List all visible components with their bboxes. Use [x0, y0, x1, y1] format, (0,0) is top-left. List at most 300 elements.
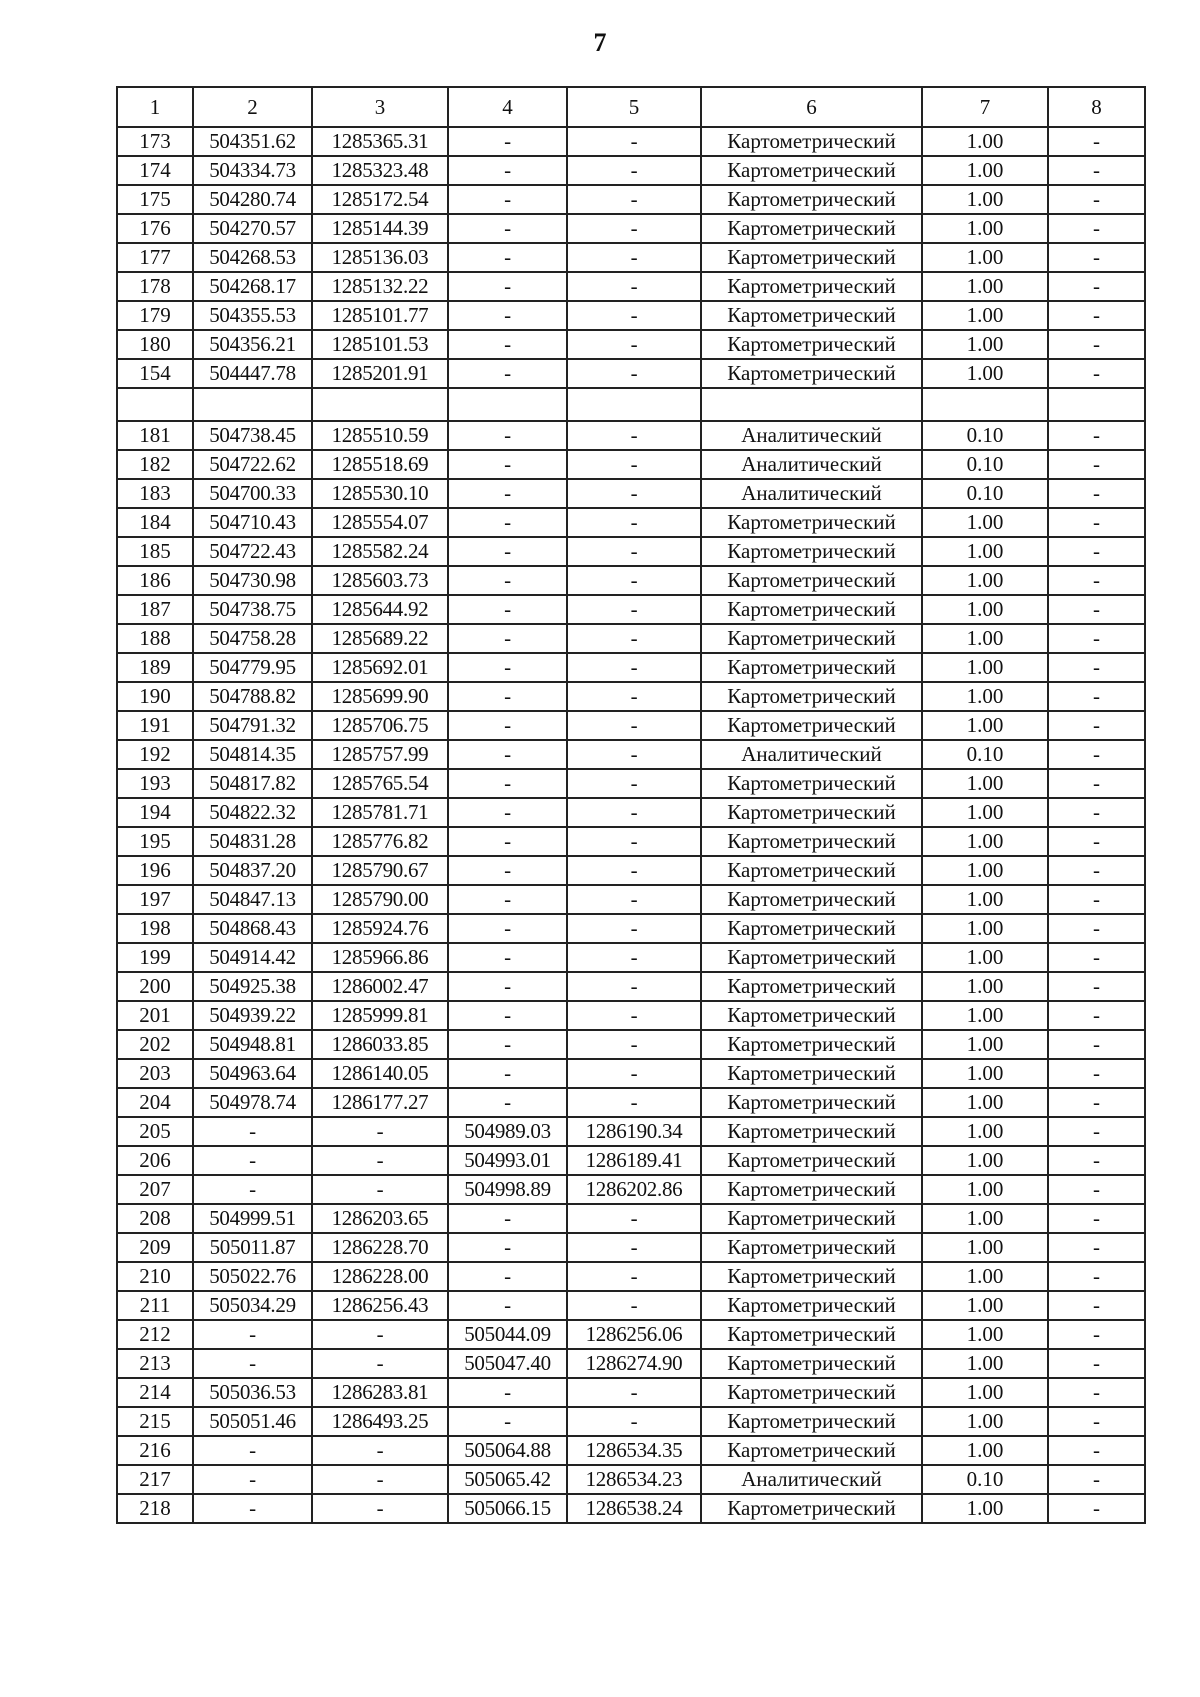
accuracy-cell: 1.00: [922, 827, 1048, 856]
x-coordinate-alt-cell: -: [448, 566, 567, 595]
x-coordinate-cell: 504914.42: [193, 943, 312, 972]
table-row: [117, 943, 1145, 972]
point-number-cell: 198: [117, 914, 193, 943]
method-cell: Картометрический: [701, 127, 922, 156]
note-cell: -: [1048, 711, 1145, 740]
x-coordinate-cell: -: [193, 1465, 312, 1494]
y-coordinate-alt-cell: -: [567, 1030, 701, 1059]
x-coordinate-alt-cell: -: [448, 740, 567, 769]
point-number-cell: 215: [117, 1407, 193, 1436]
y-coordinate-cell: -: [312, 1349, 448, 1378]
point-number-cell: 211: [117, 1291, 193, 1320]
x-coordinate-alt-cell: 505065.42: [448, 1465, 567, 1494]
table-row: [117, 301, 1145, 330]
x-coordinate-cell: -: [193, 1494, 312, 1523]
table-row: [117, 769, 1145, 798]
y-coordinate-cell: 1285603.73: [312, 566, 448, 595]
accuracy-cell: 1.00: [922, 1436, 1048, 1465]
note-cell: -: [1048, 450, 1145, 479]
note-cell: -: [1048, 330, 1145, 359]
x-coordinate-cell: 504999.51: [193, 1204, 312, 1233]
accuracy-cell: 1.00: [922, 214, 1048, 243]
table-row: [117, 1088, 1145, 1117]
point-number-cell: 177: [117, 243, 193, 272]
point-number-cell: 204: [117, 1088, 193, 1117]
accuracy-cell: 1.00: [922, 1175, 1048, 1204]
point-number-cell: 213: [117, 1349, 193, 1378]
column-header: 2: [193, 87, 312, 127]
accuracy-cell: 1.00: [922, 508, 1048, 537]
table-row: [117, 272, 1145, 301]
accuracy-cell: 1.00: [922, 1494, 1048, 1523]
y-coordinate-alt-cell: -: [567, 653, 701, 682]
method-cell: Картометрический: [701, 566, 922, 595]
table-row: [117, 508, 1145, 537]
y-coordinate-alt-cell: -: [567, 421, 701, 450]
table-row: [117, 682, 1145, 711]
x-coordinate-alt-cell: 504989.03: [448, 1117, 567, 1146]
x-coordinate-cell: 504822.32: [193, 798, 312, 827]
method-cell: Картометрический: [701, 243, 922, 272]
accuracy-cell: 1.00: [922, 127, 1048, 156]
x-coordinate-cell: 504978.74: [193, 1088, 312, 1117]
table-row: [117, 827, 1145, 856]
x-coordinate-alt-cell: -: [448, 856, 567, 885]
x-coordinate-alt-cell: -: [448, 508, 567, 537]
accuracy-cell: 1.00: [922, 1059, 1048, 1088]
method-cell: Картометрический: [701, 595, 922, 624]
y-coordinate-alt-cell: -: [567, 1001, 701, 1030]
method-cell: Картометрический: [701, 1320, 922, 1349]
note-cell: -: [1048, 127, 1145, 156]
accuracy-cell: 1.00: [922, 1378, 1048, 1407]
y-coordinate-cell: 1285692.01: [312, 653, 448, 682]
x-coordinate-alt-cell: -: [448, 1059, 567, 1088]
y-coordinate-alt-cell: -: [567, 272, 701, 301]
note-cell: -: [1048, 1030, 1145, 1059]
x-coordinate-alt-cell: -: [448, 624, 567, 653]
x-coordinate-alt-cell: -: [448, 827, 567, 856]
table-row: [117, 972, 1145, 1001]
x-coordinate-alt-cell: -: [448, 885, 567, 914]
method-cell: Картометрический: [701, 156, 922, 185]
method-cell: Аналитический: [701, 740, 922, 769]
y-coordinate-alt-cell: -: [567, 943, 701, 972]
y-coordinate-alt-cell: 1286190.34: [567, 1117, 701, 1146]
method-cell: Картометрический: [701, 827, 922, 856]
x-coordinate-cell: 505034.29: [193, 1291, 312, 1320]
x-coordinate-alt-cell: 505064.88: [448, 1436, 567, 1465]
note-cell: -: [1048, 359, 1145, 388]
x-coordinate-cell: 504738.75: [193, 595, 312, 624]
point-number-cell: 201: [117, 1001, 193, 1030]
point-number-cell: 210: [117, 1262, 193, 1291]
x-coordinate-cell: 504963.64: [193, 1059, 312, 1088]
table-row: [117, 1233, 1145, 1262]
y-coordinate-cell: 1286002.47: [312, 972, 448, 1001]
point-number-cell: 216: [117, 1436, 193, 1465]
method-cell: Картометрический: [701, 972, 922, 1001]
accuracy-cell: 1.00: [922, 769, 1048, 798]
method-cell: Аналитический: [701, 479, 922, 508]
table-row: [117, 1001, 1145, 1030]
point-number-cell: 196: [117, 856, 193, 885]
y-coordinate-cell: 1285790.00: [312, 885, 448, 914]
table-row: [117, 330, 1145, 359]
table-row: [117, 1465, 1145, 1494]
y-coordinate-alt-cell: -: [567, 885, 701, 914]
y-coordinate-alt-cell: -: [567, 740, 701, 769]
y-coordinate-alt-cell: 1286202.86: [567, 1175, 701, 1204]
point-number-cell: 197: [117, 885, 193, 914]
x-coordinate-alt-cell: -: [448, 243, 567, 272]
method-cell: Картометрический: [701, 1088, 922, 1117]
x-coordinate-alt-cell: -: [448, 1001, 567, 1030]
x-coordinate-cell: 504925.38: [193, 972, 312, 1001]
point-number-cell: 203: [117, 1059, 193, 1088]
x-coordinate-alt-cell: -: [448, 479, 567, 508]
table-row: [117, 798, 1145, 827]
x-coordinate-cell: 505022.76: [193, 1262, 312, 1291]
y-coordinate-cell: 1285201.91: [312, 359, 448, 388]
method-cell: Картометрический: [701, 856, 922, 885]
accuracy-cell: 1.00: [922, 1233, 1048, 1262]
y-coordinate-cell: 1285966.86: [312, 943, 448, 972]
table-row: [117, 359, 1145, 388]
x-coordinate-cell: 504779.95: [193, 653, 312, 682]
table-row: [117, 450, 1145, 479]
column-header: 1: [117, 87, 193, 127]
method-cell: Картометрический: [701, 1407, 922, 1436]
note-cell: -: [1048, 1378, 1145, 1407]
x-coordinate-alt-cell: -: [448, 1030, 567, 1059]
accuracy-cell: 1.00: [922, 301, 1048, 330]
accuracy-cell: 1.00: [922, 1291, 1048, 1320]
table-row: [117, 537, 1145, 566]
x-coordinate-alt-cell: -: [448, 421, 567, 450]
y-coordinate-alt-cell: 1286534.23: [567, 1465, 701, 1494]
method-cell: Картометрический: [701, 653, 922, 682]
y-coordinate-cell: 1285172.54: [312, 185, 448, 214]
accuracy-cell: 1.00: [922, 1117, 1048, 1146]
table-row: [117, 1320, 1145, 1349]
y-coordinate-alt-cell: -: [567, 1262, 701, 1291]
column-header: 5: [567, 87, 701, 127]
accuracy-cell: 1.00: [922, 1349, 1048, 1378]
point-number-cell: 214: [117, 1378, 193, 1407]
point-number-cell: 175: [117, 185, 193, 214]
y-coordinate-alt-cell: 1286538.24: [567, 1494, 701, 1523]
method-cell: Картометрический: [701, 185, 922, 214]
table-row: [117, 1262, 1145, 1291]
column-header: 8: [1048, 87, 1145, 127]
y-coordinate-alt-cell: 1286274.90: [567, 1349, 701, 1378]
table-row: [117, 127, 1145, 156]
x-coordinate-alt-cell: -: [448, 711, 567, 740]
x-coordinate-alt-cell: -: [448, 1407, 567, 1436]
y-coordinate-alt-cell: 1286534.35: [567, 1436, 701, 1465]
x-coordinate-alt-cell: [448, 388, 567, 421]
method-cell: Аналитический: [701, 1465, 922, 1494]
column-header: 4: [448, 87, 567, 127]
y-coordinate-cell: 1285644.92: [312, 595, 448, 624]
y-coordinate-cell: -: [312, 1117, 448, 1146]
table-row: [117, 243, 1145, 272]
y-coordinate-cell: 1285518.69: [312, 450, 448, 479]
x-coordinate-cell: 504868.43: [193, 914, 312, 943]
y-coordinate-cell: 1286228.00: [312, 1262, 448, 1291]
note-cell: -: [1048, 1494, 1145, 1523]
note-cell: -: [1048, 885, 1145, 914]
accuracy-cell: 1.00: [922, 185, 1048, 214]
y-coordinate-cell: -: [312, 1146, 448, 1175]
method-cell: Картометрический: [701, 682, 922, 711]
y-coordinate-alt-cell: -: [567, 827, 701, 856]
x-coordinate-alt-cell: -: [448, 682, 567, 711]
note-cell: -: [1048, 1001, 1145, 1030]
accuracy-cell: 1.00: [922, 1320, 1048, 1349]
method-cell: Картометрический: [701, 1436, 922, 1465]
method-cell: [701, 388, 922, 421]
accuracy-cell: 1.00: [922, 537, 1048, 566]
y-coordinate-alt-cell: -: [567, 450, 701, 479]
y-coordinate-alt-cell: 1286256.06: [567, 1320, 701, 1349]
method-cell: Картометрический: [701, 885, 922, 914]
y-coordinate-alt-cell: -: [567, 301, 701, 330]
x-coordinate-alt-cell: 505047.40: [448, 1349, 567, 1378]
y-coordinate-cell: 1286177.27: [312, 1088, 448, 1117]
x-coordinate-alt-cell: -: [448, 1291, 567, 1320]
accuracy-cell: 0.10: [922, 421, 1048, 450]
point-number-cell: 173: [117, 127, 193, 156]
table-body: [117, 127, 1145, 1523]
method-cell: Картометрический: [701, 1233, 922, 1262]
point-number-cell: 206: [117, 1146, 193, 1175]
table-row: [117, 624, 1145, 653]
x-coordinate-cell: 505011.87: [193, 1233, 312, 1262]
x-coordinate-cell: 504817.82: [193, 769, 312, 798]
y-coordinate-cell: 1285136.03: [312, 243, 448, 272]
point-number-cell: 199: [117, 943, 193, 972]
y-coordinate-cell: 1285554.07: [312, 508, 448, 537]
y-coordinate-cell: 1285765.54: [312, 769, 448, 798]
point-number-cell: 185: [117, 537, 193, 566]
x-coordinate-alt-cell: -: [448, 653, 567, 682]
method-cell: Картометрический: [701, 914, 922, 943]
y-coordinate-cell: 1285776.82: [312, 827, 448, 856]
table-row: [117, 156, 1145, 185]
point-number-cell: 192: [117, 740, 193, 769]
y-coordinate-alt-cell: -: [567, 1059, 701, 1088]
x-coordinate-alt-cell: -: [448, 214, 567, 243]
method-cell: Картометрический: [701, 1175, 922, 1204]
method-cell: Картометрический: [701, 1291, 922, 1320]
table-row: [117, 1175, 1145, 1204]
method-cell: Картометрический: [701, 1378, 922, 1407]
point-number-cell: 205: [117, 1117, 193, 1146]
method-cell: Картометрический: [701, 1349, 922, 1378]
table-row: [117, 1494, 1145, 1523]
accuracy-cell: 1.00: [922, 653, 1048, 682]
method-cell: Картометрический: [701, 943, 922, 972]
point-number-cell: 212: [117, 1320, 193, 1349]
x-coordinate-alt-cell: -: [448, 798, 567, 827]
x-coordinate-cell: -: [193, 1349, 312, 1378]
x-coordinate-cell: 504730.98: [193, 566, 312, 595]
y-coordinate-cell: -: [312, 1175, 448, 1204]
accuracy-cell: 1.00: [922, 1407, 1048, 1436]
method-cell: Картометрический: [701, 1059, 922, 1088]
accuracy-cell: 1.00: [922, 914, 1048, 943]
x-coordinate-cell: 505036.53: [193, 1378, 312, 1407]
y-coordinate-cell: 1285706.75: [312, 711, 448, 740]
table-row: [117, 885, 1145, 914]
note-cell: -: [1048, 827, 1145, 856]
x-coordinate-alt-cell: -: [448, 301, 567, 330]
y-coordinate-alt-cell: -: [567, 1378, 701, 1407]
x-coordinate-alt-cell: -: [448, 127, 567, 156]
y-coordinate-cell: 1285924.76: [312, 914, 448, 943]
y-coordinate-alt-cell: -: [567, 682, 701, 711]
method-cell: Картометрический: [701, 1262, 922, 1291]
accuracy-cell: 1.00: [922, 272, 1048, 301]
y-coordinate-cell: 1285323.48: [312, 156, 448, 185]
point-number-cell: 183: [117, 479, 193, 508]
y-coordinate-alt-cell: -: [567, 914, 701, 943]
y-coordinate-alt-cell: -: [567, 798, 701, 827]
table-row: [117, 740, 1145, 769]
table-row: [117, 421, 1145, 450]
point-number-cell: 200: [117, 972, 193, 1001]
y-coordinate-cell: 1286203.65: [312, 1204, 448, 1233]
y-coordinate-cell: [312, 388, 448, 421]
x-coordinate-alt-cell: -: [448, 914, 567, 943]
table-row: [117, 1030, 1145, 1059]
table-row: [117, 214, 1145, 243]
y-coordinate-cell: -: [312, 1465, 448, 1494]
note-cell: -: [1048, 769, 1145, 798]
x-coordinate-alt-cell: 505044.09: [448, 1320, 567, 1349]
y-coordinate-alt-cell: -: [567, 185, 701, 214]
y-coordinate-alt-cell: [567, 388, 701, 421]
point-number-cell: 209: [117, 1233, 193, 1262]
method-cell: Картометрический: [701, 301, 922, 330]
x-coordinate-alt-cell: -: [448, 537, 567, 566]
accuracy-cell: 1.00: [922, 330, 1048, 359]
method-cell: Картометрический: [701, 537, 922, 566]
method-cell: Картометрический: [701, 1001, 922, 1030]
y-coordinate-alt-cell: -: [567, 624, 701, 653]
y-coordinate-cell: 1285132.22: [312, 272, 448, 301]
x-coordinate-cell: -: [193, 1436, 312, 1465]
method-cell: Картометрический: [701, 359, 922, 388]
point-number-cell: 178: [117, 272, 193, 301]
y-coordinate-alt-cell: -: [567, 330, 701, 359]
table-row: [117, 1378, 1145, 1407]
y-coordinate-cell: -: [312, 1320, 448, 1349]
accuracy-cell: 1.00: [922, 972, 1048, 1001]
accuracy-cell: 1.00: [922, 1088, 1048, 1117]
x-coordinate-cell: 505051.46: [193, 1407, 312, 1436]
note-cell: -: [1048, 972, 1145, 1001]
page-number: 7: [593, 28, 607, 57]
x-coordinate-cell: 504738.45: [193, 421, 312, 450]
x-coordinate-cell: -: [193, 1175, 312, 1204]
accuracy-cell: 0.10: [922, 1465, 1048, 1494]
y-coordinate-alt-cell: -: [567, 1291, 701, 1320]
x-coordinate-alt-cell: -: [448, 769, 567, 798]
method-cell: Картометрический: [701, 1030, 922, 1059]
point-number-cell: [117, 388, 193, 421]
note-cell: [1048, 388, 1145, 421]
x-coordinate-cell: 504700.33: [193, 479, 312, 508]
method-cell: Картометрический: [701, 769, 922, 798]
accuracy-cell: 1.00: [922, 1001, 1048, 1030]
point-number-cell: 218: [117, 1494, 193, 1523]
x-coordinate-cell: 504758.28: [193, 624, 312, 653]
x-coordinate-cell: 504831.28: [193, 827, 312, 856]
x-coordinate-cell: 504447.78: [193, 359, 312, 388]
x-coordinate-cell: 504791.32: [193, 711, 312, 740]
y-coordinate-cell: 1285582.24: [312, 537, 448, 566]
point-number-cell: 202: [117, 1030, 193, 1059]
point-number-cell: 187: [117, 595, 193, 624]
note-cell: -: [1048, 682, 1145, 711]
table-header-row: [117, 87, 1145, 127]
y-coordinate-alt-cell: 1286189.41: [567, 1146, 701, 1175]
x-coordinate-alt-cell: -: [448, 272, 567, 301]
y-coordinate-cell: -: [312, 1436, 448, 1465]
table-row: [117, 711, 1145, 740]
point-number-cell: 193: [117, 769, 193, 798]
table-row: [117, 566, 1145, 595]
y-coordinate-cell: 1285101.77: [312, 301, 448, 330]
note-cell: -: [1048, 624, 1145, 653]
point-number-cell: 184: [117, 508, 193, 537]
accuracy-cell: 1.00: [922, 595, 1048, 624]
accuracy-cell: 1.00: [922, 1030, 1048, 1059]
point-number-cell: 182: [117, 450, 193, 479]
x-coordinate-alt-cell: -: [448, 1088, 567, 1117]
y-coordinate-alt-cell: -: [567, 769, 701, 798]
point-number-cell: 180: [117, 330, 193, 359]
table-row: [117, 653, 1145, 682]
point-number-cell: 188: [117, 624, 193, 653]
x-coordinate-cell: 504948.81: [193, 1030, 312, 1059]
y-coordinate-alt-cell: -: [567, 537, 701, 566]
y-coordinate-cell: 1286493.25: [312, 1407, 448, 1436]
accuracy-cell: 1.00: [922, 682, 1048, 711]
y-coordinate-cell: 1285365.31: [312, 127, 448, 156]
point-number-cell: 207: [117, 1175, 193, 1204]
note-cell: -: [1048, 566, 1145, 595]
note-cell: -: [1048, 1262, 1145, 1291]
column-header: 3: [312, 87, 448, 127]
x-coordinate-alt-cell: -: [448, 943, 567, 972]
x-coordinate-cell: 504268.17: [193, 272, 312, 301]
table-row: [117, 1349, 1145, 1378]
x-coordinate-cell: 504334.73: [193, 156, 312, 185]
y-coordinate-cell: 1285144.39: [312, 214, 448, 243]
x-coordinate-alt-cell: -: [448, 330, 567, 359]
point-number-cell: 194: [117, 798, 193, 827]
point-number-cell: 154: [117, 359, 193, 388]
y-coordinate-cell: 1285530.10: [312, 479, 448, 508]
table-row: [117, 1059, 1145, 1088]
note-cell: -: [1048, 1465, 1145, 1494]
accuracy-cell: 0.10: [922, 450, 1048, 479]
y-coordinate-alt-cell: -: [567, 1233, 701, 1262]
